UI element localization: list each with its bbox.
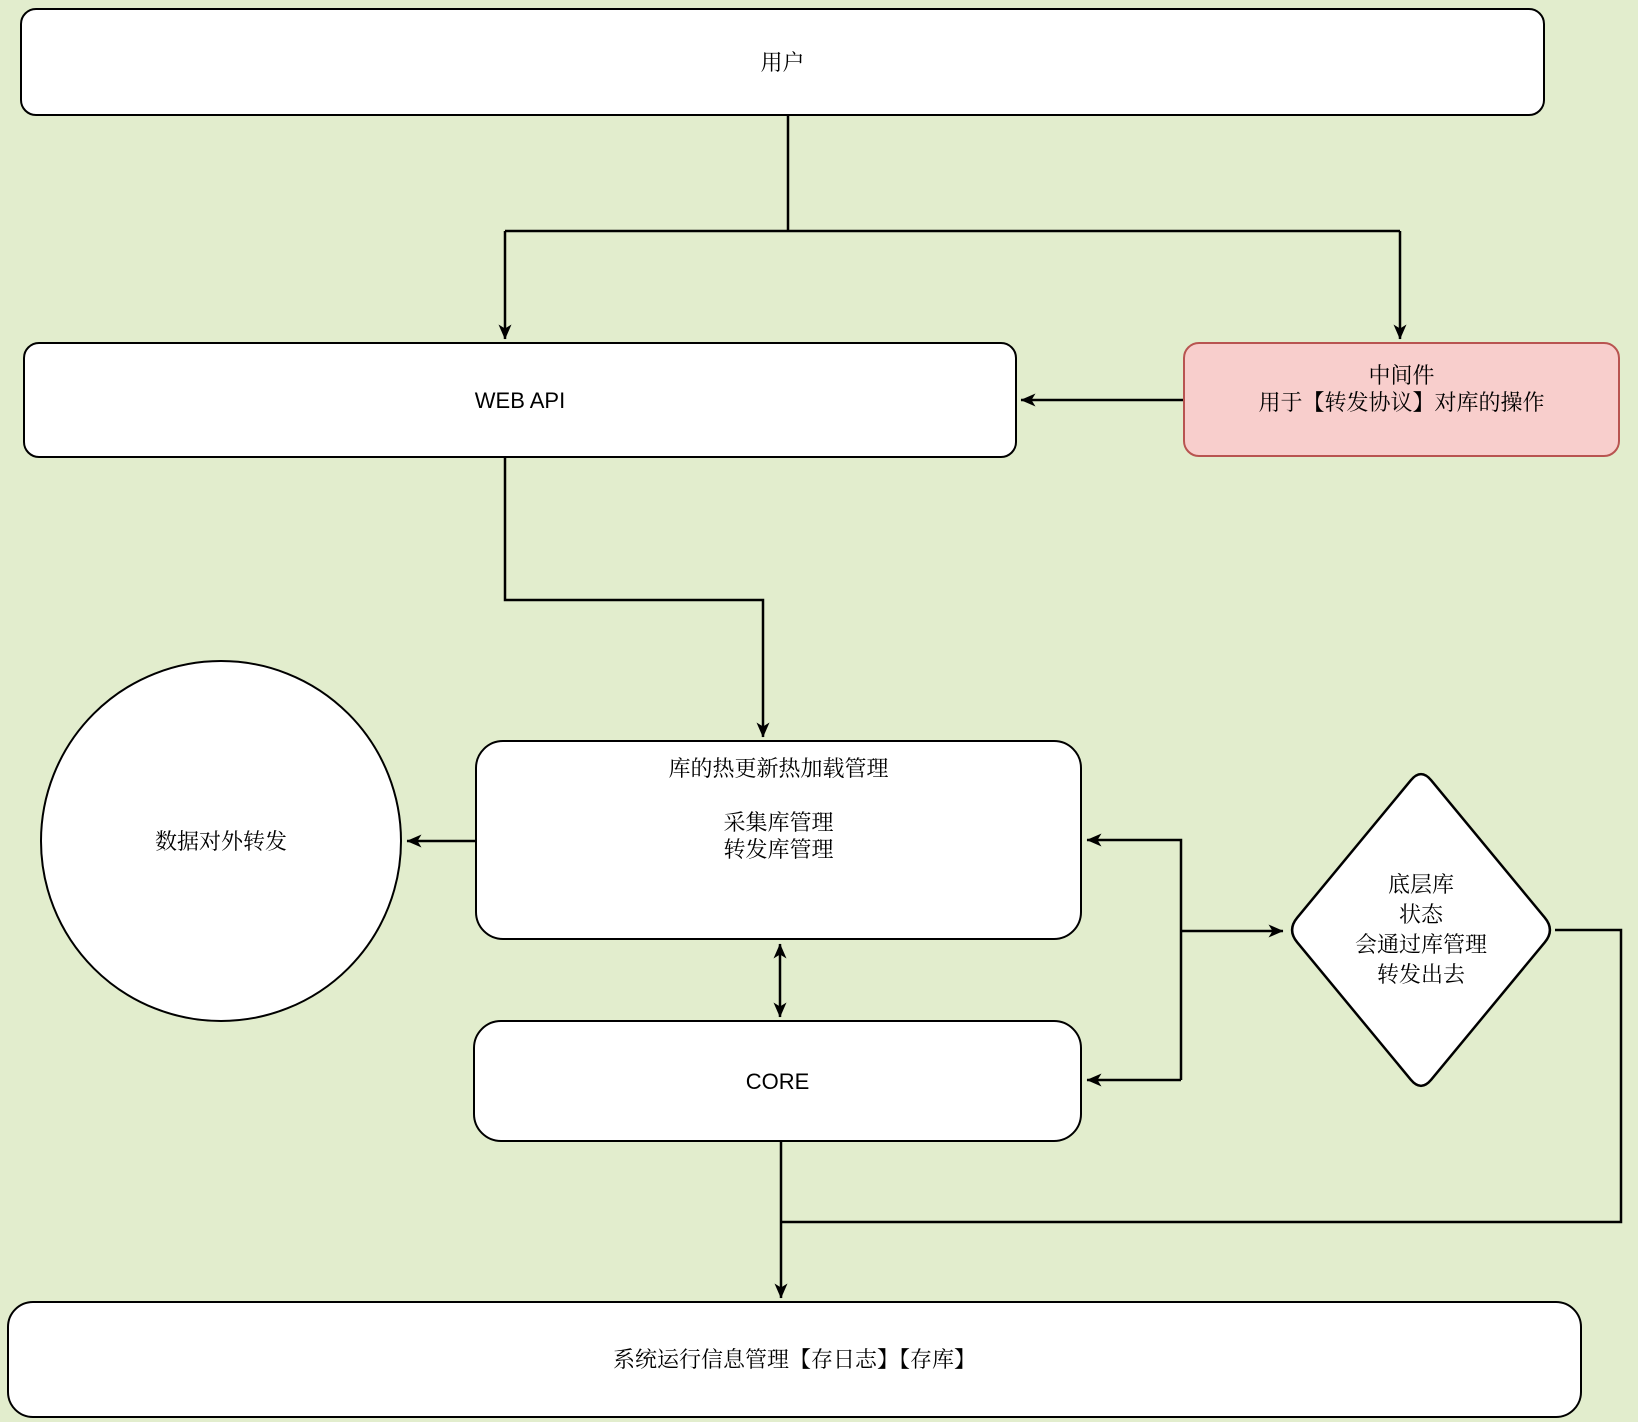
web-api-node	[23, 342, 1017, 458]
library-mgmt-label-line2: 采集库管理	[723, 810, 834, 835]
data-forward-node	[40, 660, 402, 1022]
library-mgmt-node	[475, 740, 1082, 940]
middleware-node-label-line1: 中间件	[1368, 362, 1435, 388]
edge-webapi-librarymgmt	[505, 458, 763, 737]
library-mgmt-label-line1: 库的热更新热加载管理	[668, 756, 889, 781]
system-info-node	[7, 1301, 1582, 1418]
edge-junction-librarymgmt	[1087, 840, 1181, 1080]
core-node-label: CORE	[745, 1068, 810, 1094]
underlying-lib-label-line1: 底层库	[1387, 872, 1454, 897]
middleware-node-label-line2: 用于【转发协议】对库的操作	[1258, 389, 1545, 415]
underlying-lib-label-line4: 转发出去	[1376, 962, 1465, 987]
user-node-label: 用户	[760, 49, 805, 75]
web-api-node-label: WEB API	[474, 387, 566, 413]
data-forward-node-label: 数据对外转发	[154, 828, 287, 854]
user-node	[20, 8, 1545, 116]
library-mgmt-label-line3: 转发库管理	[723, 837, 834, 862]
underlying-lib-label-line2: 状态	[1398, 902, 1443, 927]
system-info-node-label: 系统运行信息管理【存日志】【存库】	[612, 1347, 976, 1372]
underlying-lib-node-label	[1296, 868, 1546, 992]
middleware-node	[1183, 342, 1620, 457]
underlying-lib-label-line3: 会通过库管理	[1354, 932, 1487, 957]
core-node	[473, 1020, 1082, 1142]
